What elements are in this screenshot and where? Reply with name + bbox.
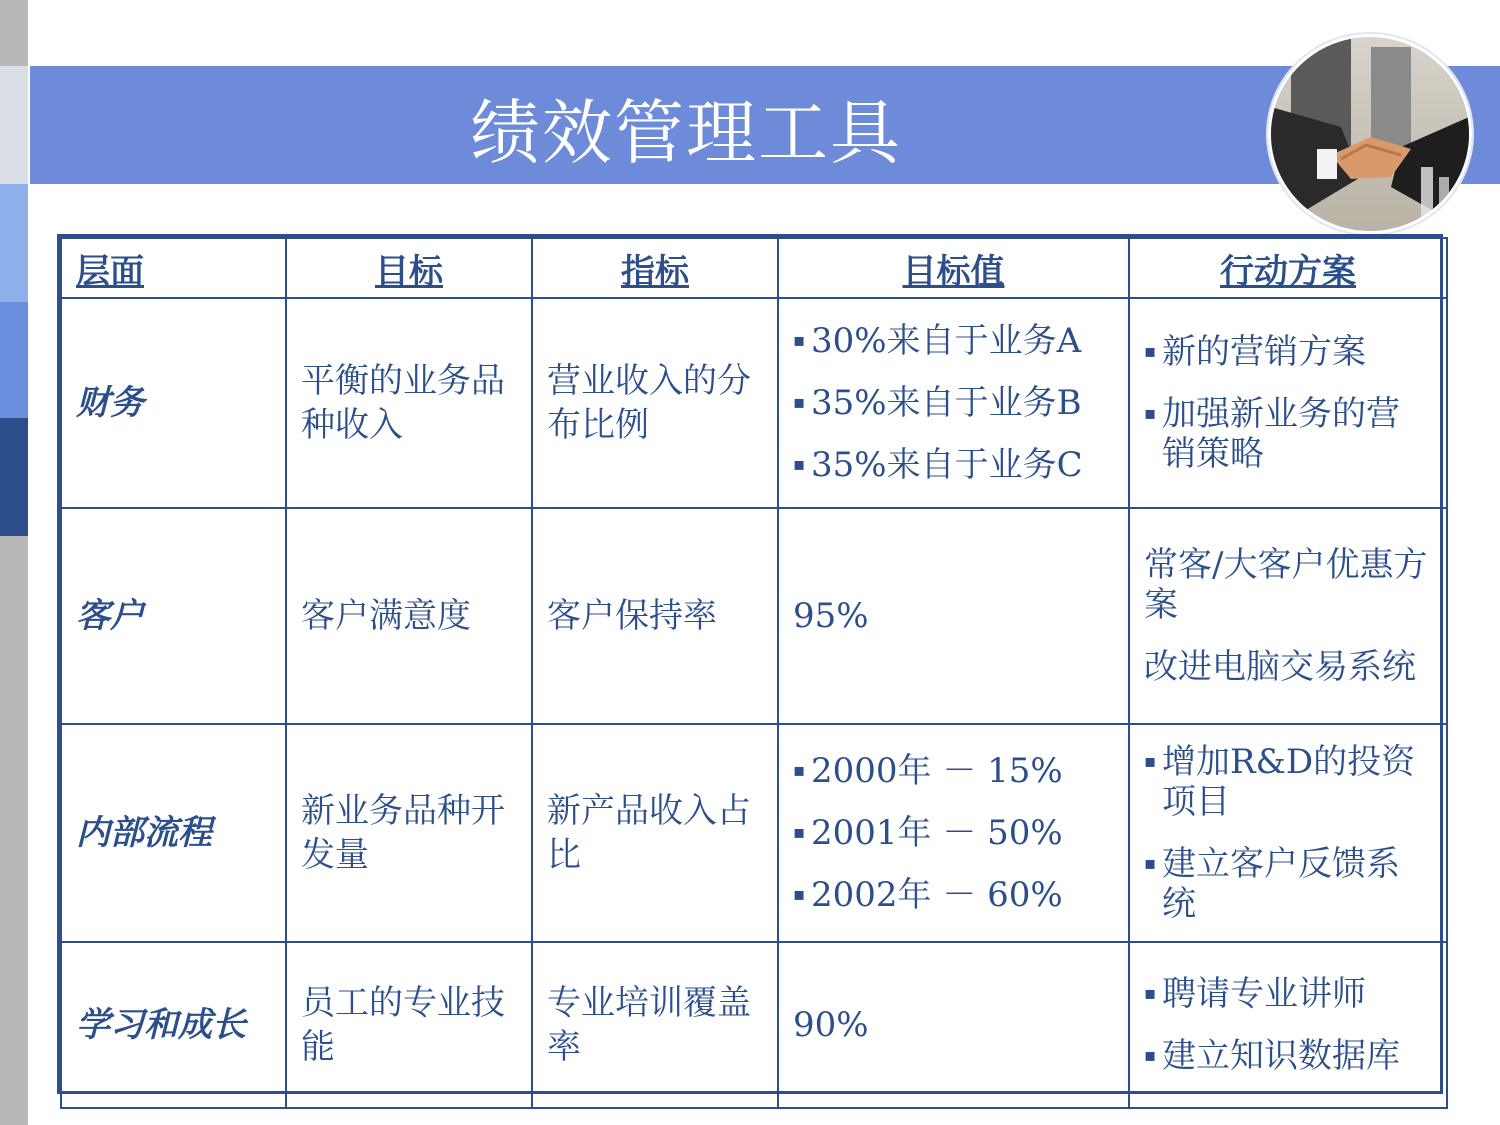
list-item: ▪ 30%来自于业务A <box>793 321 1082 361</box>
list-item: ▪ 加强新业务的营销策略 <box>1144 394 1400 474</box>
list-item: ▪ 建立知识数据库 <box>1144 1036 1400 1076</box>
square-bullet-icon: ▪ <box>793 330 806 351</box>
stripe-light <box>0 66 28 184</box>
handshake-photo <box>1268 34 1472 234</box>
list-item: 改进电脑交易系统 <box>1144 647 1416 687</box>
goal-cell: 平衡的业务品种收入 <box>286 298 532 508</box>
square-bullet-icon: ▪ <box>793 760 806 781</box>
layer-cell: 内部流程 <box>61 724 286 942</box>
square-bullet-icon: ▪ <box>1144 751 1157 772</box>
square-bullet-icon: ▪ <box>1144 983 1157 1004</box>
action-cell <box>1129 942 1447 1108</box>
list-item: ▪ 增加R&D的投资项目 <box>1144 742 1416 822</box>
value-cell: 90% <box>778 942 1129 1108</box>
list-item: ▪ 建立客户反馈系统 <box>1144 844 1400 924</box>
performance-table <box>57 234 1443 1094</box>
header-goal: 目标 <box>286 238 532 298</box>
square-bullet-icon: ▪ <box>1144 1045 1157 1066</box>
list-item: ▪ 新的营销方案 <box>1144 332 1366 372</box>
table-row <box>61 298 1447 508</box>
table-row <box>61 724 1447 942</box>
value-cell <box>778 298 1129 508</box>
square-bullet-icon: ▪ <box>793 822 806 843</box>
list-item: ▪ 2002年 － 60% <box>793 875 1063 915</box>
square-bullet-icon: ▪ <box>1144 403 1157 424</box>
layer-cell: 财务 <box>61 298 286 508</box>
goal-cell: 客户满意度 <box>286 508 532 724</box>
stripe-gray-top <box>0 0 28 66</box>
table-row <box>61 942 1447 1108</box>
goal-cell: 新业务品种开发量 <box>286 724 532 942</box>
list-item: ▪ 35%来自于业务B <box>793 383 1082 423</box>
action-cell <box>1129 508 1447 724</box>
header-indicator: 指标 <box>532 238 778 298</box>
stripe-gray-bottom <box>0 536 28 1125</box>
square-bullet-icon: ▪ <box>793 454 806 475</box>
action-cell <box>1129 298 1447 508</box>
table-header-row <box>61 238 1447 298</box>
indicator-cell: 新产品收入占比 <box>532 724 778 942</box>
value-cell: 95% <box>778 508 1129 724</box>
list-item: ▪ 2000年 － 15% <box>793 751 1063 791</box>
header-action-plan: 行动方案 <box>1129 238 1447 298</box>
layer-cell: 客户 <box>61 508 286 724</box>
value-cell <box>778 724 1129 942</box>
header-layer: 层面 <box>61 238 286 298</box>
indicator-cell: 专业培训覆盖率 <box>532 942 778 1108</box>
square-bullet-icon: ▪ <box>1144 853 1157 874</box>
list-item: ▪ 2001年 － 50% <box>793 813 1063 853</box>
stripe-blue <box>0 302 28 418</box>
square-bullet-icon: ▪ <box>1144 341 1157 362</box>
square-bullet-icon: ▪ <box>793 392 806 413</box>
page-title: 绩效管理工具 <box>470 92 902 174</box>
stripe-sky <box>0 184 28 302</box>
layer-cell: 学习和成长 <box>61 942 286 1108</box>
action-cell <box>1129 724 1447 942</box>
indicator-cell: 营业收入的分布比例 <box>532 298 778 508</box>
goal-cell: 员工的专业技能 <box>286 942 532 1108</box>
list-item: ▪ 聘请专业讲师 <box>1144 974 1366 1014</box>
square-bullet-icon: ▪ <box>793 884 806 905</box>
table-row <box>61 508 1447 724</box>
stripe-navy <box>0 418 28 536</box>
list-item: 常客/大客户优惠方案 <box>1144 545 1428 625</box>
indicator-cell: 客户保持率 <box>532 508 778 724</box>
header-target-value: 目标值 <box>778 238 1129 298</box>
list-item: ▪ 35%来自于业务C <box>793 445 1083 485</box>
